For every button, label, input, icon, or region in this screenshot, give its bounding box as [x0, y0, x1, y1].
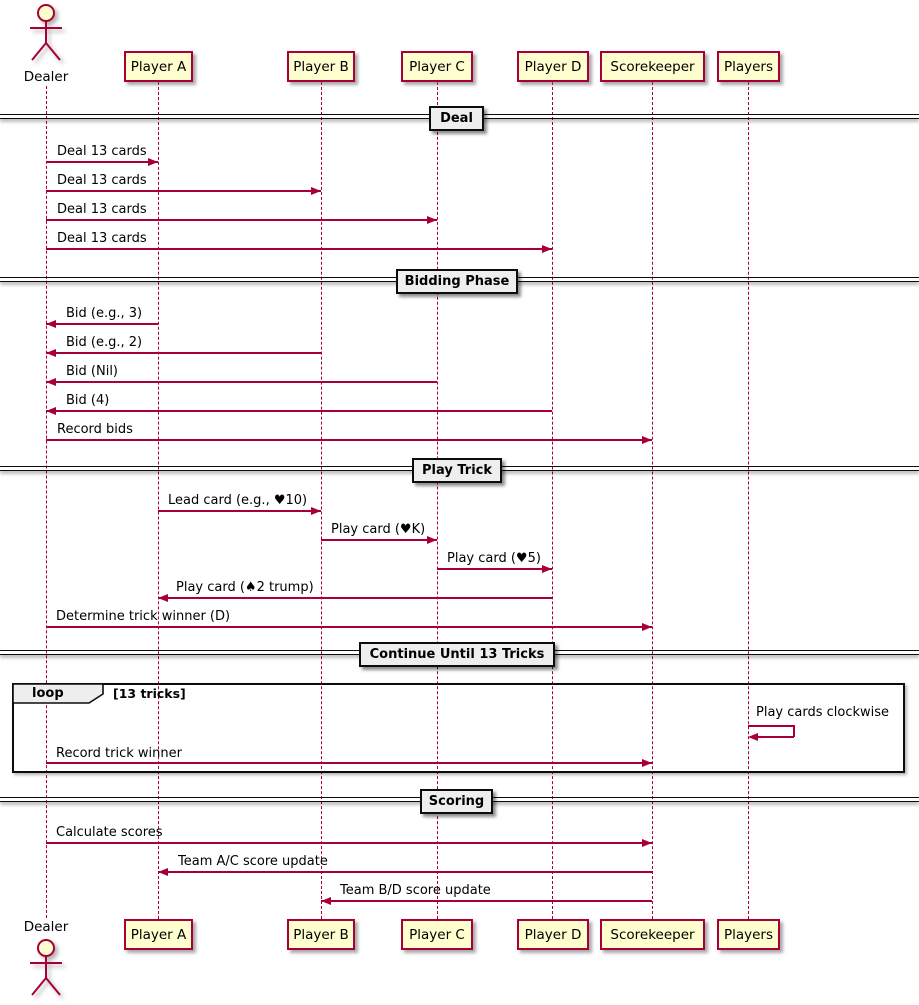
arrowhead-icon [46, 320, 56, 328]
participant-label: Players [723, 58, 774, 75]
message-arrow [46, 323, 158, 325]
message-arrow [46, 762, 652, 764]
message-arrow [46, 219, 437, 221]
participant-players-bottom [717, 919, 780, 950]
participant-player-b-bottom [287, 919, 355, 950]
divider-deal [429, 106, 484, 131]
participant-player-d-bottom [517, 919, 589, 950]
message-arrow [158, 597, 552, 599]
message-arrow [46, 626, 652, 628]
participant-scorekeeper-top [600, 51, 705, 82]
self-message-bottom-line [757, 736, 794, 738]
message-label: Play card (♠2 trump) [176, 580, 314, 595]
participant-label: Player C [409, 926, 465, 943]
participant-player-b-top [287, 51, 355, 82]
message-arrow [158, 871, 652, 873]
message-label: Bid (4) [66, 393, 110, 408]
message-label: Bid (e.g., 2) [66, 335, 143, 350]
arrowhead-icon [46, 349, 56, 357]
message-arrow [46, 248, 552, 250]
message-arrow [46, 161, 158, 163]
participant-label: Players [723, 926, 774, 943]
arrowhead-icon [311, 507, 321, 515]
participant-label: Player A [130, 58, 187, 75]
participant-dealer-bottom: Dealer [23, 919, 69, 935]
participant-label: Scorekeeper [610, 58, 695, 75]
arrowhead-icon [642, 436, 652, 444]
arrowhead-icon [148, 158, 158, 166]
message-label: Lead card (e.g., ♥10) [168, 493, 308, 508]
message-label: Team B/D score update [340, 883, 491, 898]
lifeline-scorekeeper [652, 82, 653, 919]
participant-player-a-top [124, 51, 193, 82]
arrowhead-icon [46, 407, 56, 415]
divider-scoring [420, 789, 493, 814]
message-arrow [46, 410, 552, 412]
participant-player-c-top [401, 51, 473, 82]
arrowhead-icon [748, 733, 758, 741]
message-label: Play card (♥5) [447, 551, 541, 566]
message-label: Deal 13 cards [57, 202, 147, 217]
participant-players-top [717, 51, 780, 82]
message-label: Deal 13 cards [57, 144, 147, 159]
participant-label: Player B [293, 926, 349, 943]
message-label: Team A/C score update [178, 854, 328, 869]
participant-label: Player D [524, 926, 582, 943]
participant-label: Scorekeeper [610, 926, 695, 943]
participant-label: Player C [409, 58, 465, 75]
lifeline-player-d [552, 82, 553, 919]
message-label: Play cards clockwise [756, 705, 890, 720]
message-arrow [437, 568, 552, 570]
divider-label: Continue Until 13 Tricks [369, 647, 545, 662]
message-arrow [321, 539, 437, 541]
message-arrow [321, 900, 652, 902]
arrowhead-icon [642, 759, 652, 767]
lifeline-player-b [321, 82, 322, 919]
message-label: Play card (♥K) [331, 522, 426, 537]
message-label: Deal 13 cards [57, 173, 147, 188]
divider-label: Bidding Phase [404, 274, 510, 289]
arrowhead-icon [542, 565, 552, 573]
loop-keyword: loop [32, 686, 64, 701]
divider-bidding-phase [396, 269, 518, 294]
participant-dealer-top: Dealer [23, 69, 69, 85]
participant-scorekeeper-bottom [600, 919, 705, 950]
lifeline-players [748, 82, 749, 919]
self-message-top-line [748, 725, 794, 727]
arrowhead-icon [642, 623, 652, 631]
message-label: Record bids [57, 422, 133, 437]
participant-label: Player D [524, 58, 582, 75]
arrowhead-icon [542, 245, 552, 253]
message-label: Determine trick winner (D) [56, 609, 231, 624]
arrowhead-icon [46, 378, 56, 386]
divider-play-trick [412, 458, 502, 483]
arrowhead-icon [311, 187, 321, 195]
arrowhead-icon [427, 216, 437, 224]
loop-guard: [13 tricks] [113, 686, 186, 701]
arrowhead-icon [642, 839, 652, 847]
participant-label: Player B [293, 58, 349, 75]
message-label: Bid (e.g., 3) [66, 306, 143, 321]
message-arrow [46, 381, 437, 383]
divider-label: Deal [440, 111, 473, 126]
arrowhead-icon [158, 868, 168, 876]
arrowhead-icon [427, 536, 437, 544]
message-arrow [46, 352, 321, 354]
message-arrow [46, 190, 321, 192]
participant-player-d-top [517, 51, 589, 82]
arrowhead-icon [321, 897, 331, 905]
lifeline-dealer [46, 86, 47, 918]
divider-continue-until [359, 642, 555, 667]
participant-player-c-bottom [401, 919, 473, 950]
arrowhead-icon [158, 594, 168, 602]
message-arrow [158, 510, 321, 512]
participant-label: Player A [130, 926, 187, 943]
message-label: Deal 13 cards [57, 231, 147, 246]
dealer-actor-icon [26, 3, 66, 65]
message-label: Calculate scores [56, 825, 163, 840]
lifeline-player-a [158, 82, 159, 919]
divider-label: Scoring [428, 794, 485, 809]
divider-label: Play Trick [421, 463, 492, 478]
message-label: Record trick winner [56, 746, 182, 761]
dealer-actor-icon [26, 937, 66, 1001]
message-label: Bid (Nil) [66, 364, 119, 379]
message-arrow [46, 439, 652, 441]
participant-player-a-bottom [124, 919, 193, 950]
message-arrow [46, 842, 652, 844]
